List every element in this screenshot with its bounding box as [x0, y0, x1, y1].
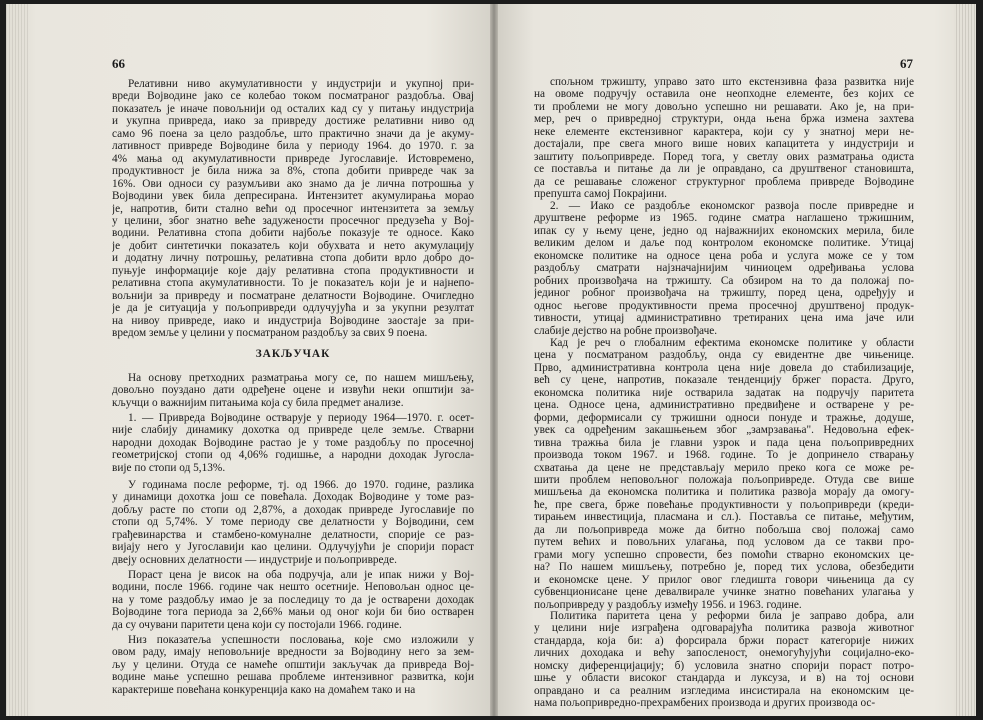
text-line: само 96 поена за цело раздобље, што практично значи да је акуму- — [112, 127, 474, 140]
text-line: релативна стопа акумулативности. То је показатељ који је и најнепо- — [112, 277, 474, 290]
text-line: Прво, административна контрола цена није довела до стабилизације, — [534, 361, 914, 374]
text-line: Војводине тога периода за 2,66% мањи од оног који би био остварен — [112, 606, 474, 619]
text-line: овом раду, имају неповољније вредности за Војводину него за зем- — [112, 646, 474, 659]
text-line: и укупна привреда, иако за привреду достиже релативни ниво од — [112, 115, 474, 128]
text-line: форми, деформисали су тржишни односи понуде и тражње, додуше, — [534, 411, 914, 424]
text-line: однос његове продуктивности према просечној друштвеној продук- — [534, 299, 914, 312]
text-line: 4% мања од акумулативности привреде Југославије. Истовремено, — [112, 152, 474, 165]
text-line: мишљења да економска политика и политика развоја морају да омогу- — [534, 486, 914, 499]
text-line: спољном тржишту, управо зато што екстензивна фаза развитка није — [550, 76, 914, 88]
left-paragraph-4 — [112, 479, 474, 566]
text-line: у динамици дохотка још се повећала. Доходак Војводине у томе раз- — [112, 491, 474, 504]
text-line: ти проблеми не могу довољно успешно ни решавати. Ако је, на при- — [534, 100, 914, 113]
text-line: вреди Војводине јако се колебао током посматраног раздобља. Овај — [112, 90, 474, 103]
text-line: ипак су у њему цене, једно од најважнијих економских мерила, биле — [534, 224, 914, 237]
right-paragraph-4 — [534, 610, 914, 710]
text-line: великим делом и даље под контролом економске политике. Утицај — [534, 237, 914, 250]
text-line: на овоме подручју оставила оне неопходне елементе, без којих се — [534, 88, 914, 101]
text-line: показатељ је иначе повољнији од осталих кад су у питању индустрија — [112, 102, 474, 115]
text-line: робних произвођача на тржишту. Са обзиром на то да положај по- — [534, 274, 914, 287]
text-line: на нивоу привреде, иако и индустрија Војводине заостаје за при- — [112, 314, 474, 327]
right-paragraph-2 — [534, 200, 914, 337]
left-paragraph-6 — [112, 634, 474, 696]
left-paragraph-2 — [112, 372, 474, 409]
text-line: У годинама после реформе, тј. од 1966. до 1970. године, разлика — [128, 479, 474, 491]
right-paragraph-1 — [534, 76, 914, 201]
text-line: пољопривреду у раздобљу између 1956. и 1963. године. — [534, 598, 802, 611]
text-line: схватања да цене не представљају мерило преко кога се може ре- — [534, 461, 914, 474]
text-line: вијају него у Југославији као целини. Одлучујући је спорији пораст — [112, 541, 474, 554]
text-line: тивна тражња била је главни узрок и пада цена пољопривредних — [534, 436, 914, 449]
text-line: личних доходака и већу запосленост, онемогућујући социјално-еко- — [534, 647, 914, 660]
text-line: Политика паритета цена у реформи била је заправо добра, али — [550, 610, 914, 622]
text-line: 2. — Иако се раздобље економског развоја после привредне и — [550, 200, 914, 212]
text-line: производа током 1967. и 1968. године. То је допринело стварању — [534, 449, 914, 462]
text-line: да су очувани паритети цена који су постојали 1966. године. — [112, 618, 402, 631]
text-line: водини. Релативна стопа добити најбоље показује те односе. Како — [112, 227, 474, 240]
text-line: ће, пре свега, брже повећање продуктивности у пољопривреди (креди- — [534, 498, 914, 511]
text-line: стандарда, која би: а) форсирала бржи пораст категорије нижих — [534, 634, 914, 647]
text-line: и економске цене. У прилог овог гледишта говори чињеница да су — [534, 573, 914, 586]
text-line: карактерише повећана конкуренција како на домаћем тако и на — [112, 683, 416, 696]
text-line: двеју основних делатности — индустрије и пољопривреде. — [112, 553, 397, 566]
text-line: пуњује информације које дају релативна стопа продуктивности и — [112, 264, 474, 277]
text-line: препушта самој Покрајини. — [534, 188, 667, 201]
text-line: тирањем инвестиција, пласмана и сл.). Поставља се питање, међутим, — [534, 511, 914, 524]
text-line: На основу претходних разматрања могу се, по нашем мишљењу, — [128, 372, 474, 384]
text-line: кључци о важнијим питањима која су била предмет анализе. — [112, 396, 404, 409]
text-line: 16%. Ови односи су разумљиви ако знамо да је лична потрошња у — [112, 177, 474, 190]
text-line: номску диференцијацију; б) условила знатно спорији пораст потро- — [534, 659, 914, 672]
text-line: јединог робног произвођача на тржишту, поред цена, одређују и — [534, 287, 914, 300]
text-line: 1. — Привреда Војводине остварује у периоду 1964—1970. г. осет- — [128, 412, 474, 424]
text-line: мер, реч о привредној структури, онда њена бржа измена захтева — [534, 113, 914, 126]
text-line: Пораст цена је висок на оба подручја, али је ипак нижи у Вој- — [128, 569, 474, 581]
text-line: нама пољопривредно-прехрамбених производа и других производа ос- — [534, 697, 876, 710]
text-line: Војводини увек била депресирана. Интензитет акумулирања морао — [112, 190, 474, 203]
left-paragraph-3 — [112, 412, 474, 474]
text-line: достајали, пре свега много више нових капацитета у индустрији и — [534, 138, 914, 151]
text-line: се поставља и питање да ли је оправдано, са друштвеног становишта, — [534, 163, 914, 176]
text-line: Низ показатеља успешности пословања, које смо изложили у — [128, 634, 474, 646]
text-line: грађевинарства и стамбено-комуналне делатности, спорије се раз- — [112, 528, 474, 541]
text-line: вредом земље у целини у посматраном раздобљу за свих 9 поена. — [112, 327, 428, 340]
section-heading: ЗАКЉУЧАК — [255, 348, 331, 360]
text-line: да се решавање сложеног структурног проблема привреде Војводине — [534, 175, 914, 188]
text-line: у целини, због знатно веће задужености просечног предузећа у Вој- — [112, 214, 474, 227]
text-line: Кад је реч о глобалним ефектима економске политике у области — [550, 337, 914, 349]
text-line: Релативни ниво акумулативности у индустрији и укупној при- — [128, 78, 474, 90]
text-line: цена у посматраном раздобљу, онда су евидентне две чињенице. — [534, 349, 914, 362]
right-page-edge — [954, 4, 976, 716]
text-line: је добит синтетички показатељ који обухвата и нето акумулацију — [112, 239, 474, 252]
text-line: вољнији за привреду и посматране делатности Војводине. Очигледно — [112, 289, 474, 302]
text-line: да ли пољопривреда може да битно побољша свој положај само — [534, 523, 914, 536]
text-line: економске политике на односе цена роба и услуга може се у том — [534, 249, 914, 262]
book-gutter — [490, 4, 498, 716]
text-line: шње у области високог стандарда и луксуза, и в) на тој основи — [534, 672, 914, 685]
text-line: неке елементе екстензивног карактера, који су у знатној мери не- — [534, 125, 914, 138]
text-line: оправдано и са реалним изгледима инсистирала на економским це- — [534, 684, 914, 697]
text-line: економска политика није остварила задатак на подручју паритета — [534, 386, 914, 399]
text-line: водини, после 1966. године чак нешто осетније. Неповољан однос це- — [112, 581, 474, 594]
text-line: субвенционисане цене девалвирале учинке знатно повећаних улагања у — [534, 586, 914, 599]
text-line: раздобљу сматрати најзначајнијим чиниоцем одређивања услова — [534, 262, 914, 275]
text-line: лативност привреде Војводине била у периоду 1964. до 1970. г. за — [112, 140, 474, 153]
text-line: шити проблем неповољног положаја пољопривреде. Отуда све више — [534, 473, 914, 486]
page-number-left: 66 — [112, 56, 125, 71]
text-line: и додатну личну потрошњу, релативна стопа добити врло добро до- — [112, 252, 474, 265]
text-line: већ су цене, напротив, показале тенденцију бржег пораста. Друго, — [534, 374, 914, 387]
text-line: на? По нашем мишљењу, потребно је, поред тих услова, обезбедити — [534, 561, 914, 574]
text-line: друштвене реформе из 1965. године сматра наглашено тржишним, — [534, 212, 914, 225]
text-line: стопи од 5,74%. У томе периоду све делатности у Војводини, сем — [112, 516, 474, 529]
left-paragraph-1 — [112, 78, 474, 340]
text-line: је, напротив, бити стално већи од просечног интензитета за земљу — [112, 202, 474, 215]
text-line: путем већих и повољних улагања, под условом да се такви про- — [534, 536, 914, 549]
left-page — [6, 4, 494, 716]
text-line: добљу расте по стопи од 2,87%, а доходак привреде Југославије по — [112, 503, 474, 516]
text-line: народни доходак Војводине растао је у томе раздобљу по просечној — [112, 436, 474, 449]
text-line: увек са одређеним закашњењем због „замрзавања". Недовољна ефек- — [534, 424, 914, 437]
text-line: цена. Односе цена, административно предвиђене и остварене у ре- — [534, 399, 914, 412]
text-line: заштиту пољопривреде. Поред тога, у светлу ових разматрања одиста — [534, 150, 914, 163]
text-line: љу у целини. Отуда се намеће општији закључак да привреда Вој- — [112, 658, 474, 671]
right-page — [494, 4, 976, 716]
text-line: на у томе раздобљу имао је за последицу то да је остварени доходак — [112, 593, 474, 606]
text-line: тивности, утицај административно третираних цена има јаче или — [534, 312, 914, 325]
text-line: водине мање успешно решава проблеме интензивног развитка, који — [112, 671, 474, 684]
left-paragraph-5 — [112, 569, 474, 631]
page-number-right: 67 — [900, 56, 913, 71]
text-line: геометријској стопи од 4,06% годишње, а народни доходак Југосла- — [112, 449, 474, 462]
text-line: слабије дејство на робне произвођаче. — [534, 324, 718, 337]
left-page-edge — [6, 4, 28, 716]
right-paragraph-3 — [534, 337, 914, 611]
text-line: продуктивност је била нижа за 8%, стопа добити привреде чак за — [112, 165, 474, 178]
text-line: довољно поуздано дати одређене оцене и извући неки општији за- — [112, 384, 474, 397]
text-line: није слабију динамику дохотка од привреде целе земље. Стварни — [112, 424, 474, 437]
text-line: је да је ситуација у пољопривреди одлучујућа и за укупни резултат — [112, 302, 474, 315]
text-line: вије по стопи од 5,13%. — [112, 461, 226, 474]
text-line: у целини није изграђена одговарајућа политика развоја животног — [534, 622, 914, 635]
text-line: грами могу успешно спровести, без помоћи стварно економских це- — [534, 548, 914, 561]
